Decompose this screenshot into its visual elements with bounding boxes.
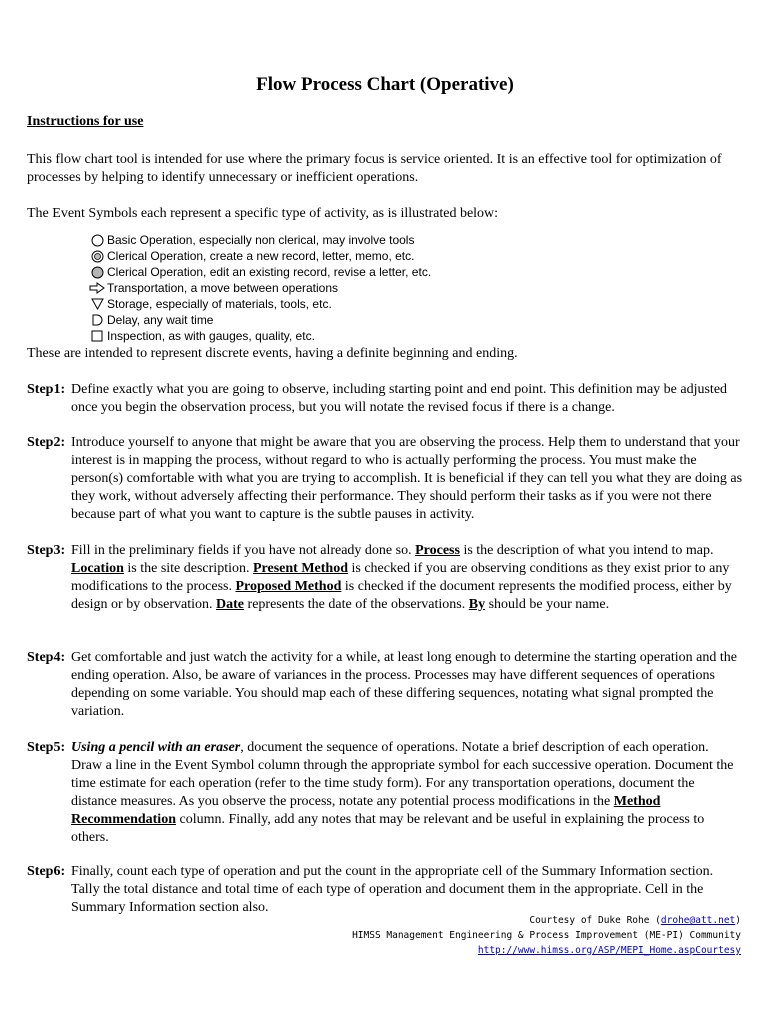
step-3 <box>27 542 743 614</box>
triangle-icon <box>89 296 105 312</box>
symbol-item <box>89 296 431 312</box>
symbol-item <box>89 248 431 264</box>
term-present-method: Present Method <box>252 561 348 576</box>
page-title: Flow Process Chart (Operative) <box>256 74 514 95</box>
term-proposed-method: Proposed Method <box>235 579 342 594</box>
step-label: Step2: <box>27 435 66 450</box>
symbol-item <box>89 232 431 248</box>
arrow-icon <box>89 280 105 296</box>
emphasis-pencil: Using a pencil with an eraser <box>71 740 241 755</box>
step-text: Get comfortable and just watch the activity for a while, at least long enough to determine the starting operation and the ending operation. Also, be aware of variances in the process. Processes may have different sequences of operations depending on some variable. You should map each of these differing sequences, notating what signal prompted the variation. <box>71 650 737 719</box>
symbol-label: Basic Operation, especially non clerical, may involve tools <box>107 233 415 247</box>
symbol-label: Storage, especially of materials, tools, etc. <box>107 297 332 311</box>
step-label: Step6: <box>27 864 66 879</box>
text-run: is checked if you are observing conditions as they exist prior to any modifications to the process. <box>71 561 730 594</box>
term-by: By <box>468 597 486 612</box>
square-icon <box>89 328 105 344</box>
double-circle-icon <box>89 248 105 264</box>
website-link[interactable]: http://www.himss.org/ASP/MEPI_Home.aspCourtesy <box>477 945 741 956</box>
intro-paragraph: This flow chart tool is intended for use where the primary focus is service oriented. It is an effective tool for optimization of processes by helping to identify unnecessary or inefficient operations. <box>27 152 722 185</box>
text-run: should be your name. <box>485 597 610 612</box>
step-text <box>71 542 743 614</box>
step-text: Finally, count each type of operation and put the count in the appropriate cell of the Summary Information section. Tally the total distance and total time of each type of operation and document them in the appropriate. Cell in the Summary Information section also. <box>71 864 714 915</box>
symbol-item <box>89 312 431 328</box>
text-run: , document the sequence of operations. Notate a brief description of each operation. Draw a line in the Event Symbol column through the appropriate symbol for each successive operation. Document the time estimate for each operation (refer to the time study form). For any transportation operations, document the distance measures. As you observe the process, notate any potential process modifications in the <box>71 740 734 809</box>
term-process: Process <box>415 543 460 558</box>
symbol-label: Delay, any wait time <box>107 313 214 327</box>
term-date: Date <box>216 597 245 612</box>
step-label: Step5: <box>27 740 66 755</box>
step-label: Step1: <box>27 382 66 397</box>
footer-courtesy-text: Courtesy of Duke Rohe ( <box>529 915 661 926</box>
symbol-label: Transportation, a move between operations <box>107 281 339 295</box>
symbols-intro: The Event Symbols each represent a specific type of activity, as is illustrated below: <box>27 206 499 221</box>
term-method-recommendation: Method Recommendation <box>71 794 661 827</box>
symbol-label: Clerical Operation, create a new record, letter, memo, etc. <box>107 249 415 263</box>
step-text: Define exactly what you are going to observe, including starting point and end point. This definition may be adjusted once you begin the observation process, but you will notate the revised focus if there is a change. <box>71 382 728 415</box>
footer-community: HIMSS Management Engineering & Process Improvement (ME-PI) Community <box>352 930 741 941</box>
text-run: column. Finally, add any notes that may be relevant and be useful in explaining the process to others. <box>71 812 705 845</box>
text-run: represents the date of the observations. <box>244 597 469 612</box>
step-text: Introduce yourself to anyone that might be aware that you are observing the process. Help them to understand that your interest is in mapping the process, without regard to who is actually performing the process. You must make the person(s) comfortable with what you are trying to accomplish. It is beneficial if they can tell you what they are doing as they work, without adversely affecting their performance. They should perform their tasks as if you were not there because part of what you want to capture is the subtle pauses in activity. <box>71 435 743 522</box>
footer <box>352 913 741 958</box>
step-label: Step3: <box>27 543 66 558</box>
step-text <box>71 739 743 847</box>
step-label: Step4: <box>27 650 66 665</box>
email-link[interactable]: drohe@att.net <box>660 915 736 926</box>
symbol-label: Inspection, as with gauges, quality, etc. <box>107 329 315 343</box>
step-5 <box>27 739 743 847</box>
step-2 <box>27 434 743 524</box>
step-6 <box>27 863 743 917</box>
term-location: Location <box>71 561 124 576</box>
d-shape-icon <box>89 312 105 328</box>
event-symbols-list <box>89 232 431 344</box>
symbol-label: Clerical Operation, edit an existing record, revise a letter, etc. <box>107 265 432 279</box>
step-1 <box>27 381 743 417</box>
symbol-item <box>89 264 431 280</box>
footer-courtesy <box>352 913 741 928</box>
symbols-outro: These are intended to represent discrete events, having a definite beginning and ending. <box>27 346 518 361</box>
step-4 <box>27 649 743 721</box>
text-run: is the site description. <box>123 561 253 576</box>
text-run: is the description of what you intend to map. <box>459 543 714 558</box>
text-run: is checked if the document represents the modified process, either by design or by observation. <box>71 579 732 612</box>
shaded-circle-icon <box>89 264 105 280</box>
circle-icon <box>89 232 105 248</box>
text-run: Fill in the preliminary fields if you have not already done so. <box>71 543 416 558</box>
instructions-heading: Instructions for use <box>27 114 144 129</box>
symbol-item <box>89 328 431 344</box>
symbol-item <box>89 280 431 296</box>
footer-courtesy-close: ) <box>735 915 741 926</box>
